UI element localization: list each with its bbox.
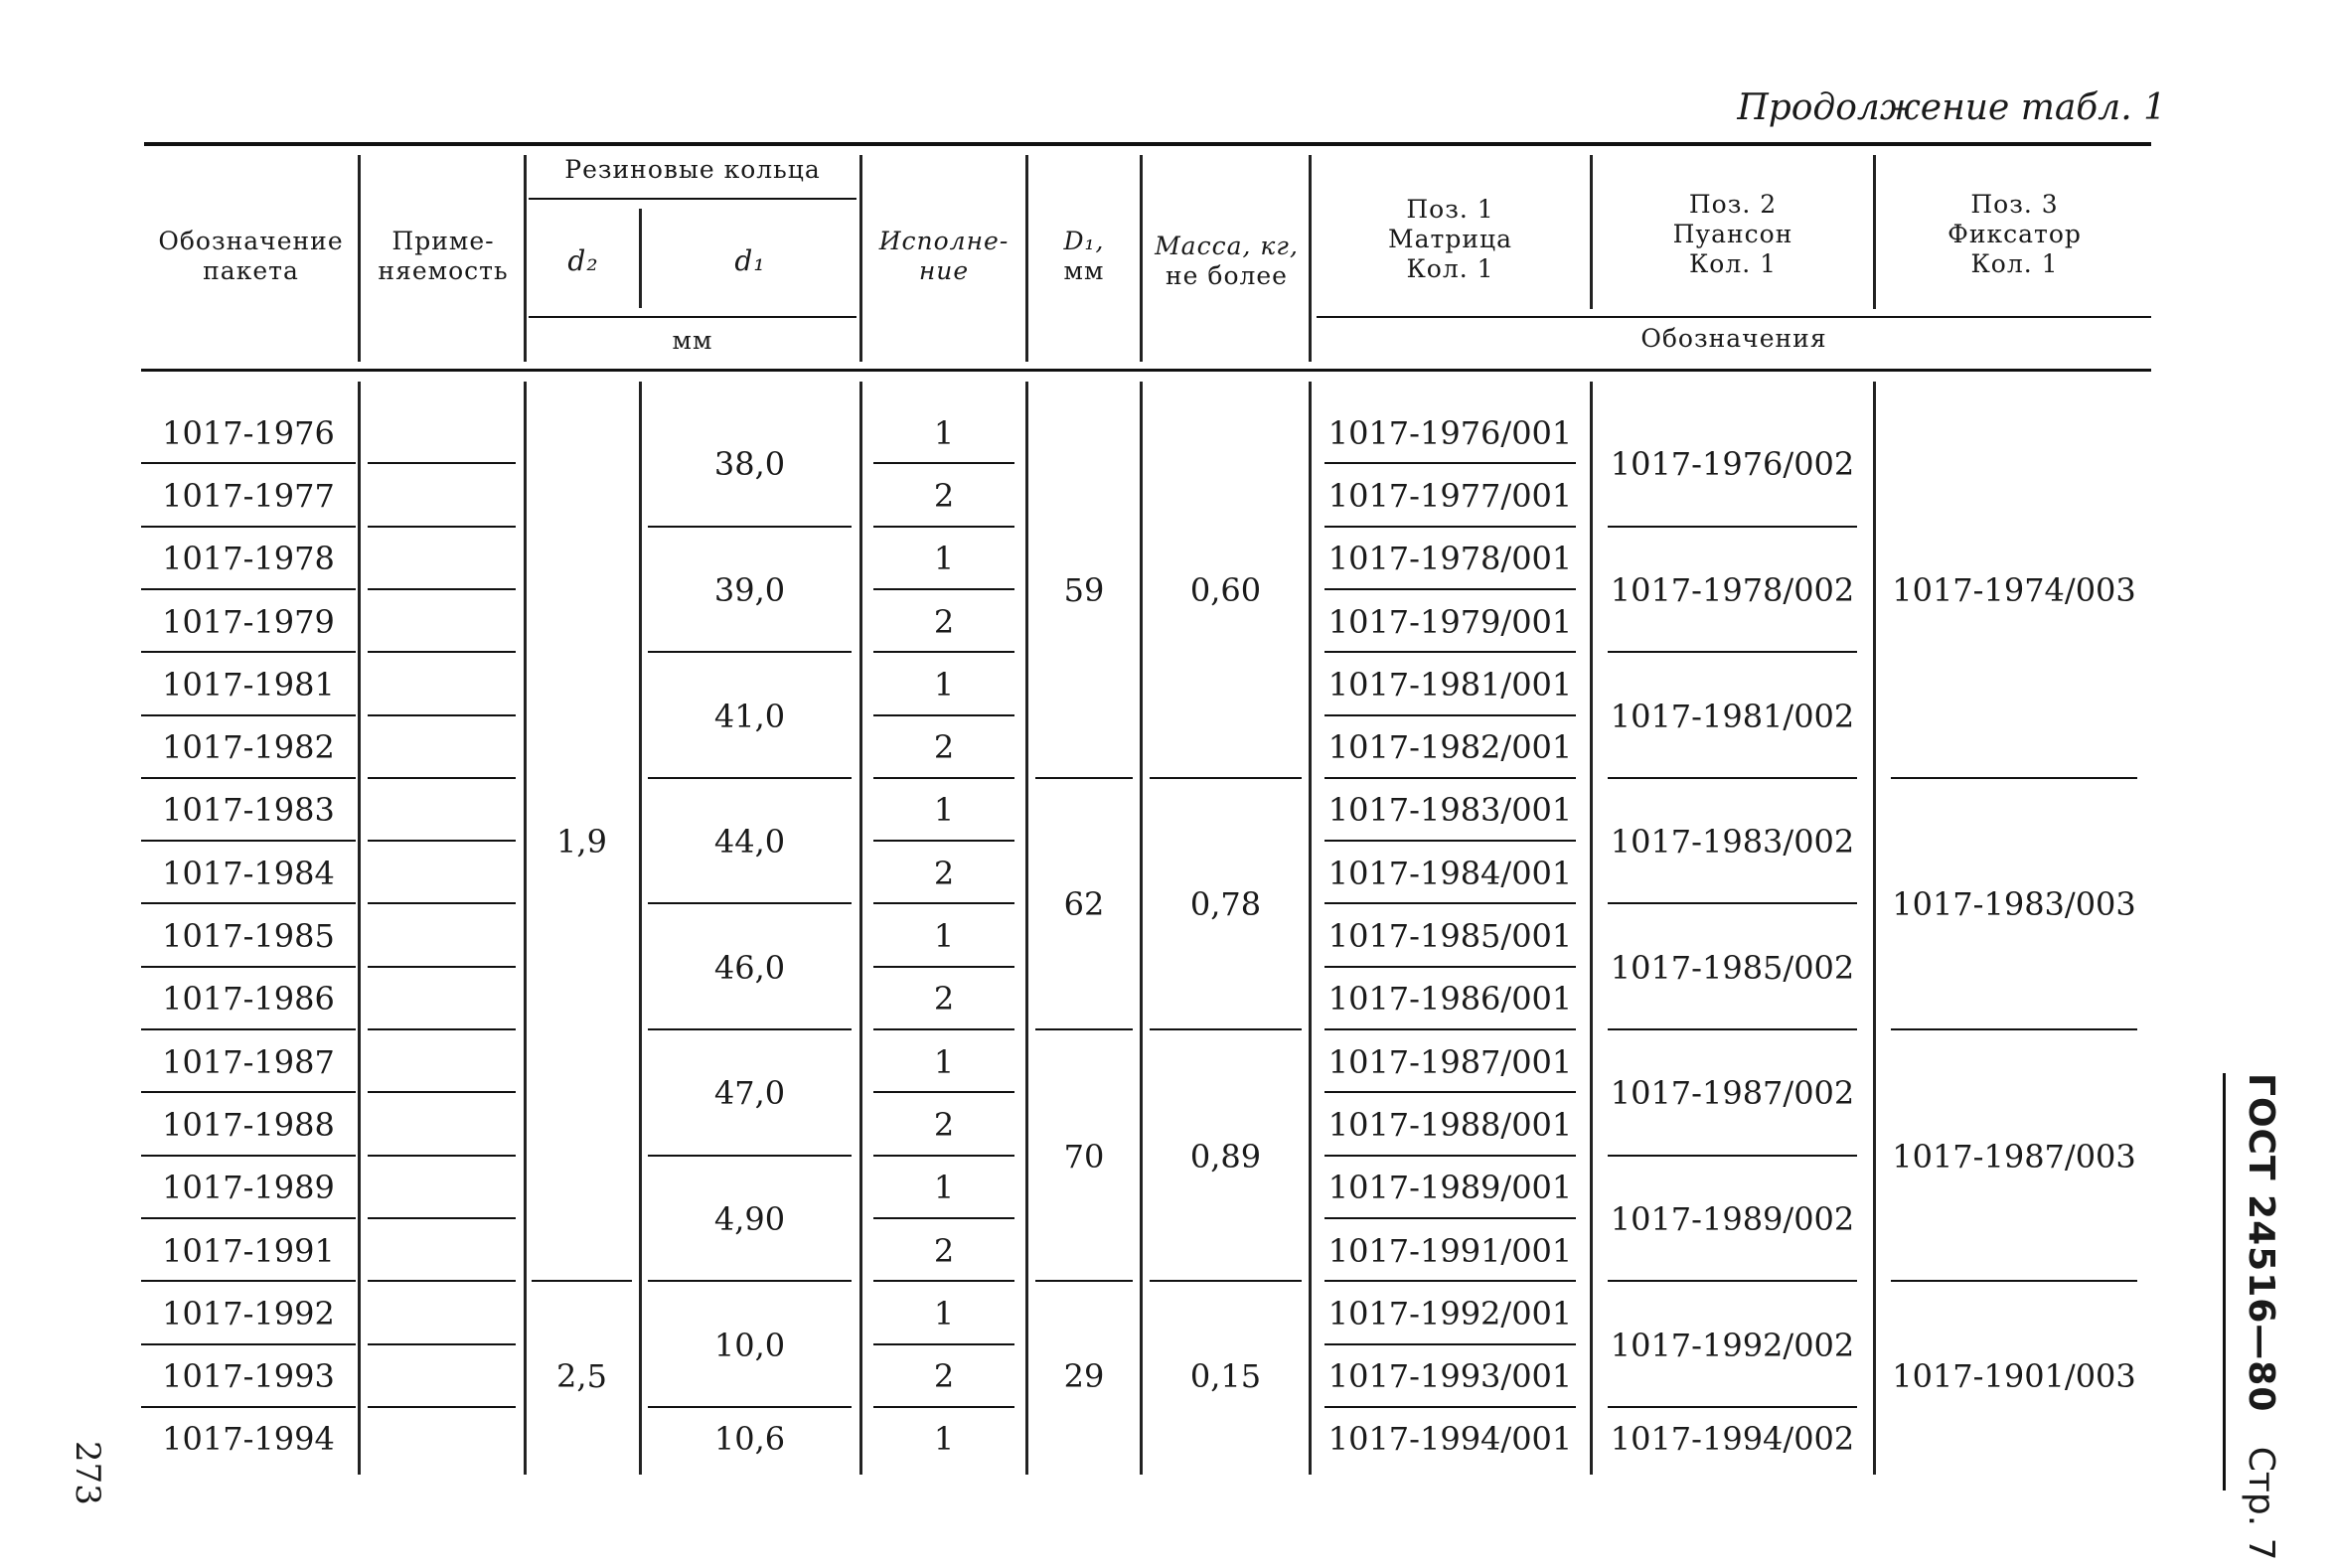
header-divider <box>358 155 361 362</box>
header-pos1 <box>1314 195 1587 284</box>
row-rule <box>1324 777 1576 779</box>
row-rule <box>1324 902 1576 904</box>
package-code: 1017-1978 <box>162 540 335 578</box>
row-rule <box>873 526 1014 528</box>
group-rule <box>1608 777 1857 779</box>
column-divider <box>1590 382 1593 1475</box>
D1-value: 59 <box>1063 570 1105 609</box>
header-divider <box>1873 155 1876 309</box>
pos1-designation: 1017-1994/001 <box>1327 1420 1573 1459</box>
row-rule <box>141 1280 356 1282</box>
row-rule <box>368 840 516 842</box>
group-rule <box>648 1028 852 1030</box>
header-divider <box>1025 155 1028 362</box>
row-rule <box>368 1343 516 1345</box>
row-rule <box>141 1091 356 1093</box>
pos2-designation: 1017-1976/002 <box>1610 445 1855 484</box>
row-rule <box>368 777 516 779</box>
row-rule <box>873 902 1014 904</box>
row-rule <box>141 1217 356 1219</box>
package-code: 1017-1979 <box>162 602 335 641</box>
group-rule <box>1608 1406 1857 1408</box>
d1-value: 10,0 <box>713 1326 786 1364</box>
pos1-designation: 1017-1992/001 <box>1327 1294 1573 1333</box>
row-rule <box>368 651 516 653</box>
version-number: 1 <box>933 540 955 578</box>
row-rule <box>368 1280 516 1282</box>
header-mass <box>1145 232 1309 291</box>
version-number: 1 <box>933 413 955 452</box>
package-code: 1017-1994 <box>162 1420 335 1459</box>
version-number: 1 <box>933 1420 955 1459</box>
d1-value: 38,0 <box>713 445 786 484</box>
d1-value: 46,0 <box>713 948 786 987</box>
group-rule <box>648 526 852 528</box>
pos1-designation: 1017-1983/001 <box>1327 791 1573 830</box>
header-designations: Обозначения <box>1640 324 1827 353</box>
row-rule <box>368 588 516 590</box>
pos2-designation: 1017-1989/002 <box>1610 1199 1855 1238</box>
row-rule <box>368 1028 516 1030</box>
d2-value: 1,9 <box>556 823 607 862</box>
row-rule <box>873 1155 1014 1157</box>
header-applicability <box>364 227 523 286</box>
header-d2: d₂ <box>567 244 599 277</box>
header-mass-line: Масса, кг, <box>1155 232 1299 260</box>
row-rule <box>368 966 516 968</box>
group-rule <box>648 1406 852 1408</box>
header-pos1-line: Матрица <box>1388 225 1512 253</box>
row-rule <box>368 526 516 528</box>
pos1-designation: 1017-1985/001 <box>1327 917 1573 956</box>
header-pos3-line: Поз. 3 <box>1970 190 2059 219</box>
package-code: 1017-1991 <box>162 1231 335 1270</box>
version-number: 2 <box>933 1105 955 1144</box>
pos1-designation: 1017-1977/001 <box>1327 476 1573 515</box>
row-rule <box>368 902 516 904</box>
header-pos1-line: Поз. 1 <box>1406 195 1494 224</box>
column-divider <box>524 382 527 1475</box>
pos1-designation: 1017-1991/001 <box>1327 1231 1573 1270</box>
side-page-label: Стр. 7 <box>2241 1446 2281 1561</box>
header-designation-line: Обозначение <box>158 227 344 255</box>
row-rule <box>873 1343 1014 1345</box>
pos2-designation: 1017-1992/002 <box>1610 1326 1855 1364</box>
group-rule <box>648 902 852 904</box>
header-version-line: Исполне- <box>878 227 1010 255</box>
column-divider <box>1873 382 1876 1475</box>
row-rule <box>873 1406 1014 1408</box>
designations-rule <box>1317 316 2151 318</box>
group-rule <box>1608 526 1857 528</box>
group-rule <box>1891 1280 2137 1282</box>
mm-rule <box>529 316 856 318</box>
pos1-designation: 1017-1981/001 <box>1327 665 1573 704</box>
pos1-designation: 1017-1988/001 <box>1327 1105 1573 1144</box>
group-rule <box>1150 777 1302 779</box>
version-number: 1 <box>933 665 955 704</box>
pos1-designation: 1017-1987/001 <box>1327 1042 1573 1081</box>
row-rule <box>141 1343 356 1345</box>
row-rule <box>141 526 356 528</box>
column-divider <box>1025 382 1028 1475</box>
column-divider <box>1309 382 1312 1475</box>
version-number: 2 <box>933 476 955 515</box>
row-rule <box>1324 966 1576 968</box>
row-rule <box>141 651 356 653</box>
d2-value: 2,5 <box>556 1357 607 1396</box>
header-version-line: ние <box>918 256 970 285</box>
header-pos1-line: Кол. 1 <box>1406 254 1494 283</box>
group-rule <box>1150 1028 1302 1030</box>
pos2-designation: 1017-1985/002 <box>1610 948 1855 987</box>
header-pos2-line: Поз. 2 <box>1688 190 1778 219</box>
mass-value: 0,78 <box>1189 885 1262 924</box>
D1-value: 70 <box>1063 1137 1105 1176</box>
header-designation <box>149 227 353 286</box>
package-code: 1017-1985 <box>162 917 335 956</box>
group-rule <box>1035 1280 1133 1282</box>
row-rule <box>1324 462 1576 464</box>
version-number: 2 <box>933 854 955 892</box>
row-rule <box>1324 1217 1576 1219</box>
row-rule <box>873 1028 1014 1030</box>
row-rule <box>873 588 1014 590</box>
header-D1 <box>1030 227 1138 286</box>
row-rule <box>141 714 356 716</box>
row-rule <box>873 777 1014 779</box>
row-rule <box>141 1406 356 1408</box>
version-number: 2 <box>933 602 955 641</box>
row-rule <box>1324 526 1576 528</box>
version-number: 1 <box>933 791 955 830</box>
row-rule <box>873 966 1014 968</box>
column-divider <box>859 382 862 1475</box>
header-rubber-rings: Резиновые кольца <box>564 155 821 184</box>
pos2-designation: 1017-1981/002 <box>1610 697 1855 735</box>
group-rule <box>1608 1028 1857 1030</box>
header-mass-line: не более <box>1166 261 1288 290</box>
row-rule <box>873 840 1014 842</box>
row-rule <box>141 1028 356 1030</box>
row-rule <box>1324 1406 1576 1408</box>
d1-value: 10,6 <box>713 1420 786 1459</box>
page-number <box>66 1441 109 1520</box>
version-number: 1 <box>933 1294 955 1333</box>
d1-value: 41,0 <box>713 697 786 735</box>
header-pos2-line: Пуансон <box>1672 220 1793 248</box>
package-code: 1017-1993 <box>162 1357 335 1396</box>
side-caption-text <box>2231 1073 2290 1561</box>
row-rule <box>873 1280 1014 1282</box>
mass-value: 0,89 <box>1189 1137 1262 1176</box>
row-rule <box>873 1217 1014 1219</box>
package-code: 1017-1988 <box>162 1105 335 1144</box>
header-applicability-line: няемость <box>378 256 509 285</box>
d1-value: 39,0 <box>713 570 786 609</box>
package-code: 1017-1987 <box>162 1042 335 1081</box>
version-number: 2 <box>933 1357 955 1396</box>
group-rule <box>1035 777 1133 779</box>
row-rule <box>141 966 356 968</box>
group-rule <box>648 651 852 653</box>
header-pos3-line: Фиксатор <box>1947 220 2082 248</box>
header-divider <box>859 155 862 362</box>
table-continuation-caption: Продолжение табл. 1 <box>1737 87 2166 128</box>
group-rule <box>1608 902 1857 904</box>
row-rule <box>873 714 1014 716</box>
pos1-designation: 1017-1984/001 <box>1327 854 1573 892</box>
pos3-designation: 1017-1974/003 <box>1892 570 2136 609</box>
package-code: 1017-1981 <box>162 665 335 704</box>
version-number: 1 <box>933 917 955 956</box>
header-divider <box>1590 155 1593 309</box>
row-rule <box>1324 1091 1576 1093</box>
package-code: 1017-1989 <box>162 1169 335 1207</box>
row-rule <box>873 1091 1014 1093</box>
row-rule <box>1324 1028 1576 1030</box>
pos1-designation: 1017-1982/001 <box>1327 728 1573 767</box>
table-top-rule <box>144 142 2151 146</box>
standard-number: ГОСТ 24516—80 <box>2241 1073 2281 1413</box>
row-rule <box>1324 651 1576 653</box>
header-pos2 <box>1595 190 1871 279</box>
header-divider <box>1140 155 1143 362</box>
rubber-rings-rule <box>529 198 856 200</box>
version-number: 2 <box>933 980 955 1019</box>
pos1-designation: 1017-1986/001 <box>1327 980 1573 1019</box>
package-code: 1017-1976 <box>162 413 335 452</box>
row-rule <box>368 1155 516 1157</box>
package-code: 1017-1977 <box>162 476 335 515</box>
d1-value: 4,90 <box>713 1199 786 1238</box>
group-rule <box>1150 1280 1302 1282</box>
group-rule <box>1035 1028 1133 1030</box>
column-divider <box>1140 382 1143 1475</box>
pos1-designation: 1017-1978/001 <box>1327 540 1573 578</box>
header-D1-line: мм <box>1063 256 1105 285</box>
row-rule <box>141 902 356 904</box>
page-number-text: 273 <box>68 1441 107 1505</box>
pos1-designation: 1017-1993/001 <box>1327 1357 1573 1396</box>
header-d1: d₁ <box>734 244 766 277</box>
row-rule <box>1324 840 1576 842</box>
pos1-designation: 1017-1979/001 <box>1327 602 1573 641</box>
row-rule <box>1324 1155 1576 1157</box>
row-rule <box>1324 1280 1576 1282</box>
mass-value: 0,60 <box>1189 570 1262 609</box>
version-number: 1 <box>933 1042 955 1081</box>
row-rule <box>1324 1343 1576 1345</box>
header-pos3-line: Кол. 1 <box>1970 249 2059 278</box>
header-D1-line: D₁, <box>1063 227 1105 255</box>
mass-value: 0,15 <box>1189 1357 1262 1396</box>
row-rule <box>141 462 356 464</box>
header-applicability-line: Приме- <box>391 227 495 255</box>
group-rule <box>1891 1028 2137 1030</box>
row-rule <box>368 1091 516 1093</box>
D1-value: 29 <box>1063 1357 1105 1396</box>
header-divider <box>1309 155 1312 362</box>
group-rule <box>1891 777 2137 779</box>
group-rule <box>648 1280 852 1282</box>
row-rule <box>141 1155 356 1157</box>
header-version <box>864 227 1023 286</box>
row-rule <box>368 462 516 464</box>
header-bottom-rule <box>141 369 2151 372</box>
group-rule <box>1608 1280 1857 1282</box>
pos3-designation: 1017-1901/003 <box>1892 1357 2136 1396</box>
group-rule <box>532 1280 632 1282</box>
row-rule <box>1324 588 1576 590</box>
package-code: 1017-1992 <box>162 1294 335 1333</box>
pos2-designation: 1017-1978/002 <box>1610 570 1855 609</box>
header-pos2-line: Кол. 1 <box>1688 249 1778 278</box>
row-rule <box>873 651 1014 653</box>
row-rule <box>368 1406 516 1408</box>
pos3-designation: 1017-1987/003 <box>1892 1137 2136 1176</box>
version-number: 1 <box>933 1169 955 1207</box>
version-number: 2 <box>933 728 955 767</box>
header-pos3 <box>1878 190 2151 279</box>
row-rule <box>141 840 356 842</box>
package-code: 1017-1982 <box>162 728 335 767</box>
group-rule <box>1608 651 1857 653</box>
column-divider <box>358 382 361 1475</box>
header-divider <box>639 209 642 308</box>
pos2-designation: 1017-1987/002 <box>1610 1074 1855 1113</box>
version-number: 2 <box>933 1231 955 1270</box>
column-divider <box>639 382 642 1475</box>
pos1-designation: 1017-1976/001 <box>1327 413 1573 452</box>
header-mm: мм <box>672 326 713 355</box>
D1-value: 62 <box>1063 885 1105 924</box>
package-code: 1017-1983 <box>162 791 335 830</box>
row-rule <box>1324 714 1576 716</box>
group-rule <box>1608 1155 1857 1157</box>
row-rule <box>368 1217 516 1219</box>
row-rule <box>141 777 356 779</box>
row-rule <box>873 462 1014 464</box>
d1-value: 47,0 <box>713 1074 786 1113</box>
side-rule <box>2223 1073 2226 1490</box>
header-designation-line: пакета <box>203 256 299 285</box>
package-code: 1017-1986 <box>162 980 335 1019</box>
package-code: 1017-1984 <box>162 854 335 892</box>
pos3-designation: 1017-1983/003 <box>1892 885 2136 924</box>
row-rule <box>141 588 356 590</box>
d1-value: 44,0 <box>713 823 786 862</box>
pos2-designation: 1017-1994/002 <box>1610 1420 1855 1459</box>
row-rule <box>368 714 516 716</box>
header-divider <box>524 155 527 362</box>
pos1-designation: 1017-1989/001 <box>1327 1169 1573 1207</box>
side-caption <box>2231 1073 2290 1561</box>
group-rule <box>648 777 852 779</box>
pos2-designation: 1017-1983/002 <box>1610 823 1855 862</box>
group-rule <box>648 1155 852 1157</box>
